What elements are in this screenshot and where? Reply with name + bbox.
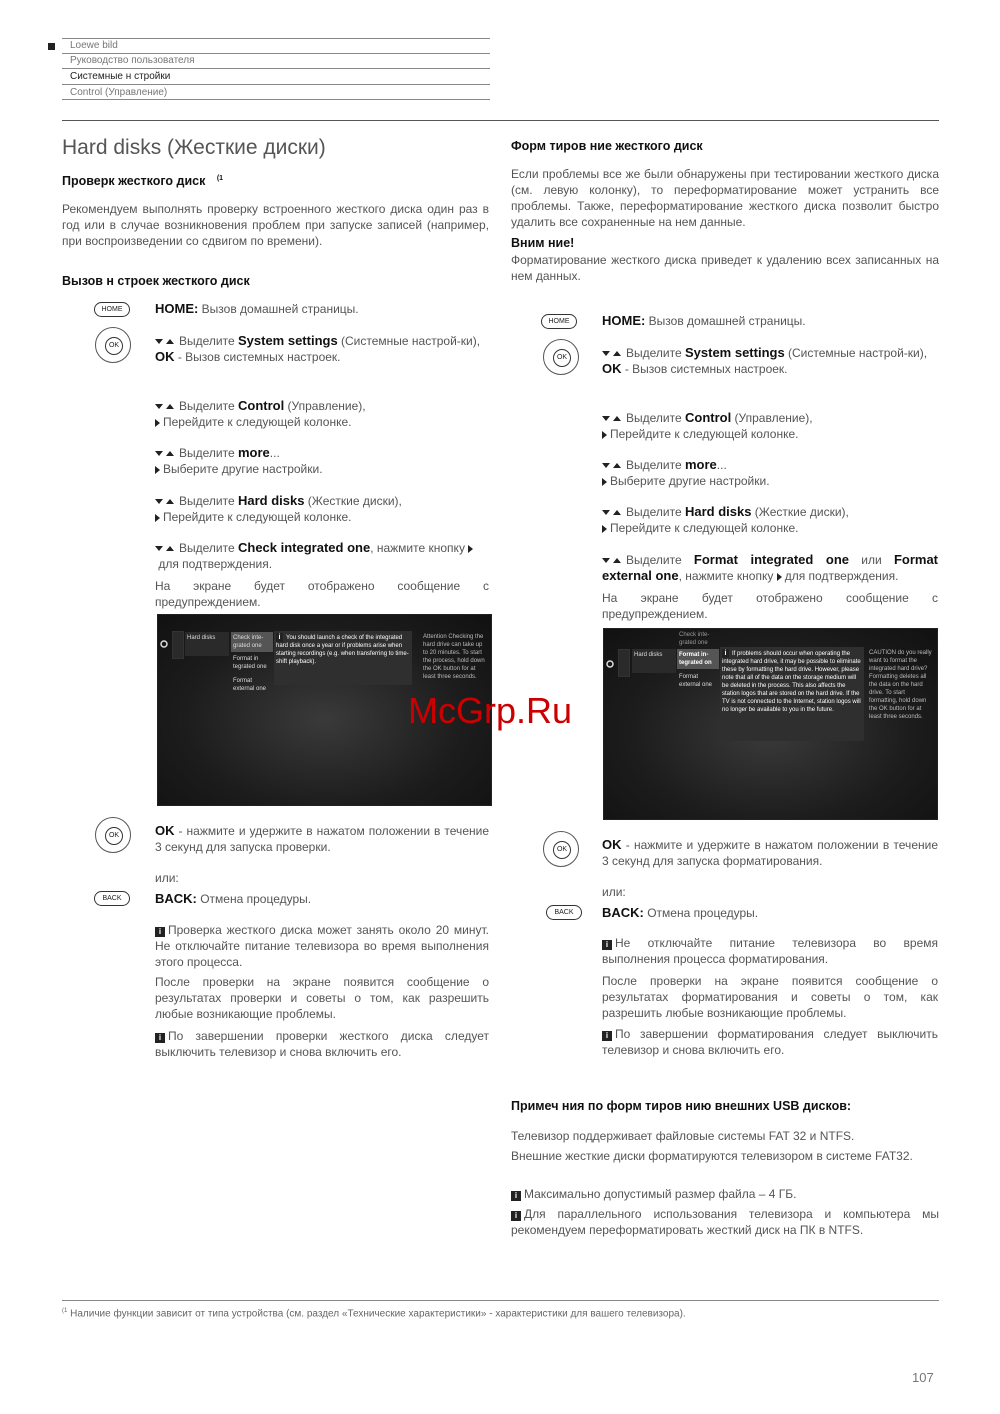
ok-navigation-icon: OK <box>543 831 579 867</box>
info-icon: i <box>511 1191 521 1201</box>
menu-check-integrated: Check inte-grated one <box>231 632 273 652</box>
left-back: BACK: Отмена процедуры. <box>155 891 312 906</box>
header-rule <box>62 84 490 85</box>
header-bullet <box>48 43 55 50</box>
left-step-3: Выделите more... Выберите другие настройки. <box>155 445 323 477</box>
right-step-1: Выделите System settings (Системные настрой-ки), OK - Вызов системных настроек. <box>602 345 928 376</box>
info-panel: i You should launch a check of the integrated hard disk once a year or if problems arise when starting recordings (e.g. when transferring to time-shift playback). <box>274 631 412 685</box>
header-section: Системные н стройки <box>70 71 171 82</box>
menu-hard-disks: Hard disks <box>632 649 676 673</box>
header-brand: Loewe bild <box>70 40 118 51</box>
settings-icon <box>160 635 170 643</box>
attention-heading: Вним ние! <box>511 236 575 250</box>
footnote: $^{(1}$ Наличие функции зависит от типа устройства (см. раздел «Технические характеристики» - характеристики для вашего телевизора). <box>62 1308 686 1320</box>
usb-note-1: Телевизор поддерживает файловые системы FAT 32 и NTFS. <box>511 1129 855 1143</box>
menu-check-integrated: Check inte-grated one <box>679 632 710 646</box>
home-button-icon: HOME <box>94 302 130 317</box>
info-icon: i <box>722 649 729 658</box>
back-button-icon: BACK <box>94 891 130 906</box>
menu-column-0 <box>618 649 630 677</box>
info-icon: i <box>155 927 165 937</box>
menu-format-external: Format external one <box>233 678 267 692</box>
info-icon: i <box>276 633 283 642</box>
right-back: BACK: Отмена процедуры. <box>602 905 759 920</box>
left-step-5-message: На экране будет отображено сообщение с предупреждением. <box>155 579 489 609</box>
menu-format-external: Format external one <box>679 674 713 688</box>
tv-screen-format <box>603 628 938 820</box>
menu-format-integrated: Format in tegrated one <box>233 656 267 670</box>
left-step-home: HOME: Вызов домашней страницы. <box>155 301 359 316</box>
right-step-2: Выделите Control (Управление), Перейдите к следующей колонке. <box>602 410 813 442</box>
left-step-4: Выделите Hard disks (Жесткие диски), Перейдите к следующей колонке. <box>155 493 402 525</box>
watermark: McGrp.Ru <box>408 690 573 731</box>
ok-navigation-icon: OK <box>95 327 131 363</box>
caution-panel: CAUTION do you really want to format the integrated hard drive? Formatting deletes all the data on the hard drive. To start formatting, hold down the OK button for at least three seconds. <box>869 650 932 720</box>
info-panel: i If problems should occur when operating the integrated hard drive, it may be possible to eliminate these by formatting the hard drive. However, please note that all of the data on the storage medium will be deleted in the process. This also affects the station logos that are stored on the hard drive. If the TV is not connected to the Internet, station logos will no longer be available to you in the future. <box>720 647 864 741</box>
ok-navigation-icon: OK <box>95 817 131 853</box>
right-note-1: i Не отключайте питание телевизора во время выполнения процесса форматирования. <box>602 936 938 966</box>
page-title: Hard disks (Жесткие диски) <box>62 136 326 159</box>
header-rule <box>62 68 490 69</box>
format-intro: Если проблемы все же были обнаружены при тестировании жесткого диска (см. левую колонку), то переформатирование может устранить все проблемы. Также, переформатирование жесткого диска позволит быстро удалить все сохраненные на нем данные. <box>511 167 939 229</box>
info-icon: i <box>602 940 612 950</box>
right-ok-hold: OK - нажмите и удержите в нажатом положении в течение 3 секунд для запуска форматирования. <box>602 837 938 868</box>
right-step-5-message: На экране будет отображено сообщение с предупреждением. <box>602 591 938 621</box>
right-step-5: Выделите Format integrated one или Format external one, нажмите кнопку для подтверждения. <box>602 552 938 583</box>
left-ok-hold: OK - нажмите и удержите в нажатом положении в течение 3 секунд для запуска проверки. <box>155 823 489 854</box>
settings-icon <box>606 655 616 663</box>
menu-column-0 <box>172 631 184 659</box>
top-rule <box>62 120 939 121</box>
header-manual: Руководство пользователя <box>70 55 195 66</box>
call-heading: Вызов н строек жесткого диск <box>62 274 250 288</box>
right-note-2: После проверки на экране появится сообщение о результатах форматирования и советы о том, как разрешить любые возникающие проблемы. <box>602 974 938 1020</box>
info-icon: i <box>155 1033 165 1043</box>
footnote-rule <box>62 1300 939 1301</box>
right-step-home: HOME: Вызов домашней страницы. <box>602 313 806 328</box>
page-number: 107 <box>912 1370 934 1385</box>
header-rule <box>62 99 490 100</box>
left-note-3: i По завершении проверки жесткого диска следует выключить телевизор и снова включить его. <box>155 1029 489 1059</box>
left-note-2: После проверки на экране появится сообщение о результатах проверки и советы о том, как разрешить любые возникающие проблемы. <box>155 975 489 1021</box>
usb-heading: Примеч ния по форм тиров нию внешних USB дисков: <box>511 1099 852 1113</box>
header-subsection: Control (Управление) <box>70 87 168 98</box>
right-step-3: Выделите more... Выберите другие настройки. <box>602 457 770 489</box>
check-heading: Проверк жесткого диск $^{(1}$ <box>62 174 224 188</box>
info-icon: i <box>511 1211 521 1221</box>
info-icon: i <box>602 1031 612 1041</box>
right-step-4: Выделите Hard disks (Жесткие диски), Перейдите к следующей колонке. <box>602 504 849 536</box>
back-button-icon: BACK <box>546 905 582 920</box>
attention-panel: Attention Checking the hard drive can take up to 20 minutes. To start the process, hold down the OK button for at least three seconds. <box>423 634 485 680</box>
left-or: или: <box>155 871 179 885</box>
home-button-icon: HOME <box>541 314 577 329</box>
ok-navigation-icon: OK <box>543 339 579 375</box>
left-step-5: Выделите Check integrated one, нажмите кнопку для подтверждения. <box>155 540 495 572</box>
header-rule <box>62 53 490 54</box>
left-note-1: i Проверка жесткого диска может занять около 20 минут. Не отключайте питание телевизора во время выполнения этого процесса. <box>155 923 489 969</box>
left-step-2: Выделите Control (Управление), Перейдите к следующей колонке. <box>155 398 366 430</box>
menu-format-integrated: Format in-tegrated on <box>677 649 719 669</box>
attention-text: Форматирование жесткого диска приведет к удалению всех записанных на нем данных. <box>511 253 939 283</box>
check-intro: Рекомендуем выполнять проверку встроенного жесткого диска один раз в год или в случае возникновения проблем при запуске записей (например, при воспроизведении со сдвигом по времени). <box>62 202 489 248</box>
left-step-1: Выделите System settings (Системные настрой-ки), OK - Вызов системных настроек. <box>155 333 481 364</box>
menu-hard-disks: Hard disks <box>185 632 229 656</box>
format-heading: Форм тиров ние жесткого диск <box>511 139 703 153</box>
usb-note-3: i Максимально допустимый размер файла – 4 ГБ. <box>511 1186 939 1202</box>
usb-note-4: i Для параллельного использования телевизора и компьютера мы рекомендуем переформатировать жесткий диск на ПК в NTFS. <box>511 1207 939 1237</box>
header-rule <box>62 38 490 39</box>
right-or: или: <box>602 885 626 899</box>
usb-note-2: Внешние жесткие диски форматируются телевизором в системе FAT32. <box>511 1149 913 1163</box>
right-note-3: i По завершении форматирования следует выключить телевизор и снова включить его. <box>602 1027 938 1057</box>
